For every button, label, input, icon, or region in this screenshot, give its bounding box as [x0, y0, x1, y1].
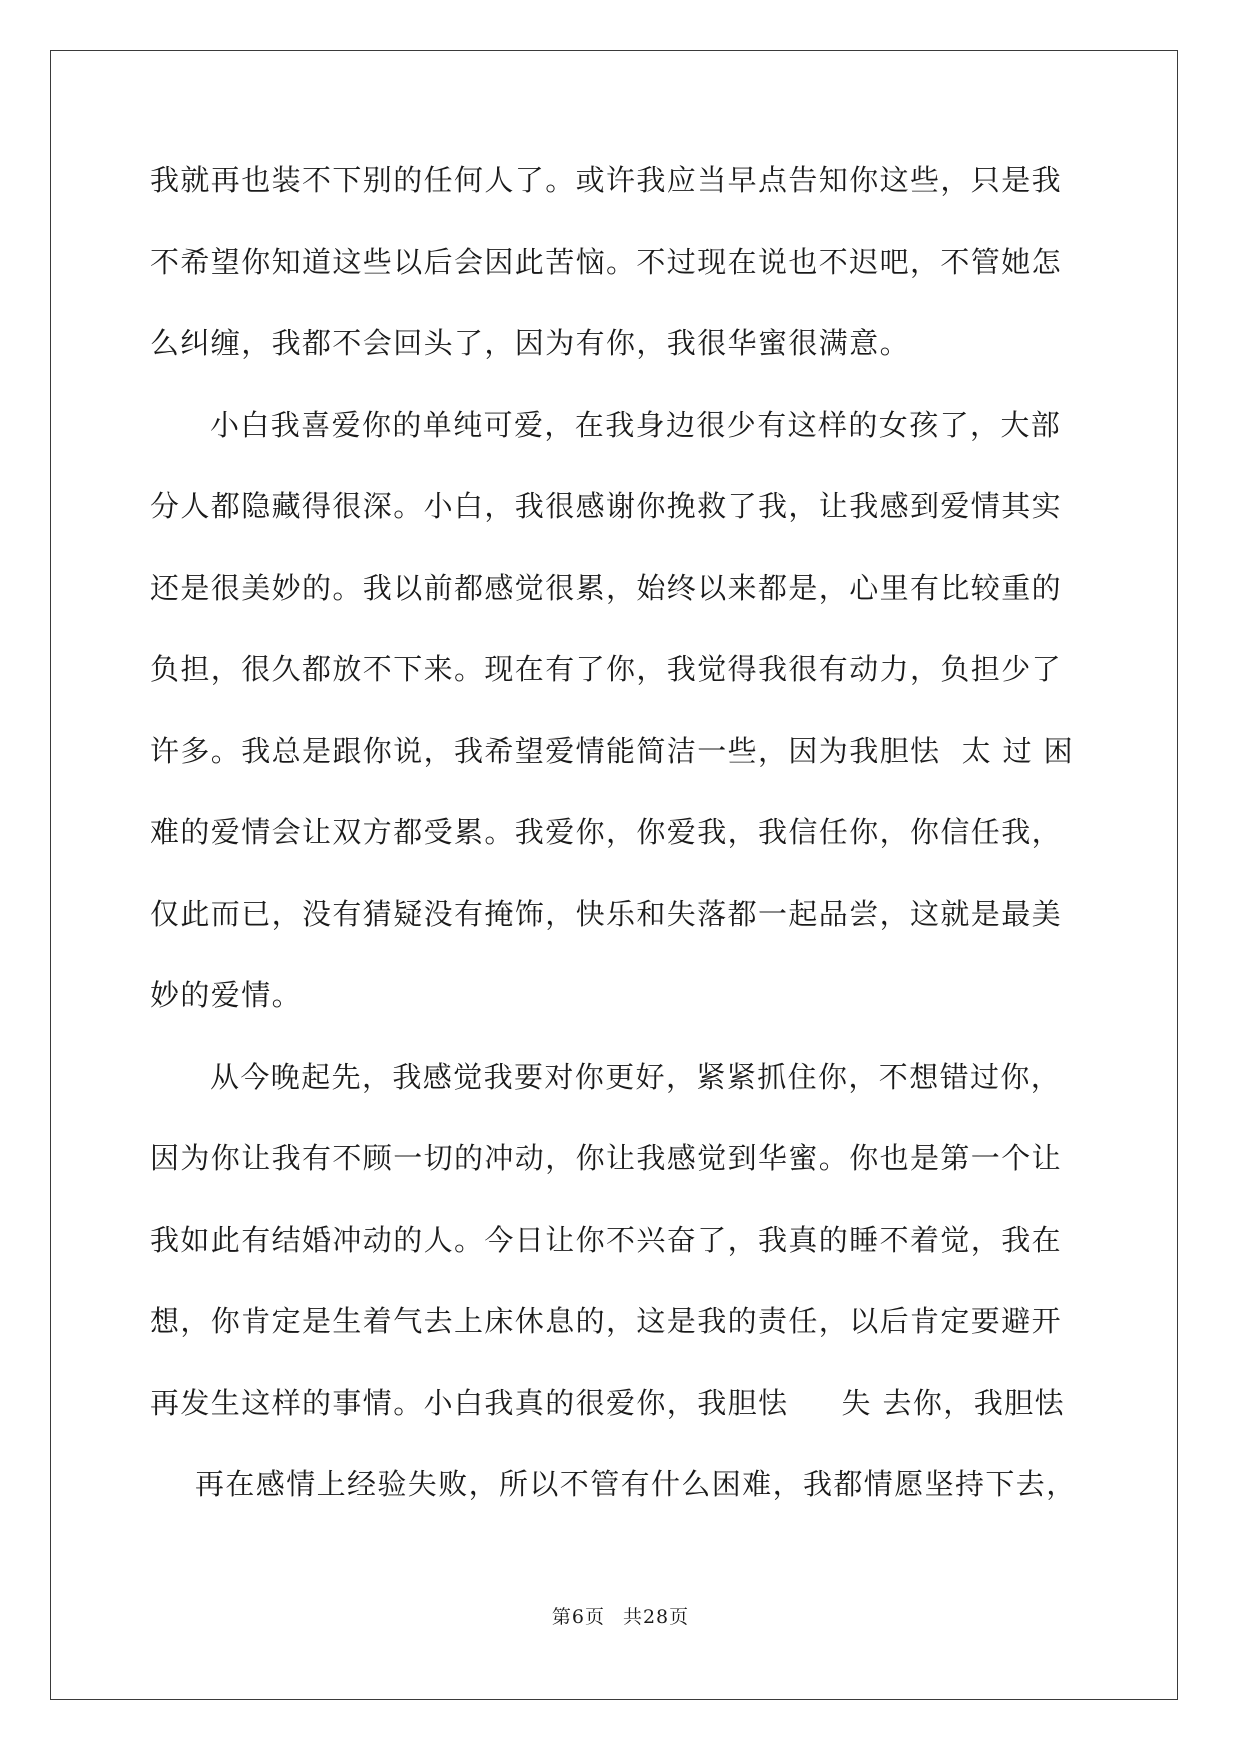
text-line: 再在感情上经验失败，所以不管有什么困难，我都情愿坚持下去， — [195, 1467, 1077, 1501]
document-body — [150, 155, 1090, 1541]
text-line: 分人都隐藏得很深。小白，我很感谢你挽救了我，让我感到爱情其实 — [150, 489, 1063, 523]
page-total: 共28页 — [622, 1606, 690, 1628]
text-line: 仅此而已，没有猜疑没有掩饰，快乐和失落都一起品尝，这就是最美 — [150, 896, 1063, 931]
text-line: 不希望你知道这些以后会因此苦恼。不过现在说也不迟吧，不管她怎 — [150, 244, 1063, 279]
text-line: 还是很美妙的。我以前都感觉很累，始终以来都是，心里有比较重的 — [150, 570, 1063, 605]
text-line: 从今晚起先，我感觉我要对你更好，紧紧抓住你，不想错过你， — [210, 1059, 1062, 1094]
text-line: 再发生这样的事情。小白我真的很爱你，我胆怯 失 去你，我胆怯 — [150, 1385, 1065, 1420]
text-line: 么纠缠，我都不会回头了，因为有你，我很华蜜很满意。 — [150, 326, 911, 360]
page-footer — [0, 1602, 1241, 1629]
text-line: 我如此有结婚冲动的人。今日让你不兴奋了，我真的睡不着觉，我在 — [150, 1222, 1063, 1257]
text-line: 难的爱情会让双方都受累。我爱你，你爱我，我信任你，你信任我， — [150, 815, 1063, 849]
text-line: 想，你肯定是生着气去上床休息的，这是我的责任，以后肯定要避开 — [150, 1304, 1063, 1338]
text-line: 妙的爱情。 — [150, 978, 303, 1012]
page-number: 第6页 — [551, 1606, 605, 1628]
text-line: 我就再也装不下别的任何人了。或许我应当早点告知你这些，只是我 — [150, 163, 1063, 197]
text-line: 因为你让我有不顾一切的冲动，你让我感觉到华蜜。你也是第一个让 — [150, 1141, 1063, 1175]
text-line: 小白我喜爱你的单纯可爱，在我身边很少有这样的女孩了，大部 — [210, 407, 1062, 442]
text-line: 负担，很久都放不下来。现在有了你，我觉得我很有动力，负担少了 — [150, 652, 1063, 686]
text-line: 许多。我总是跟你说，我希望爱情能简洁一些，因为我胆怯 太 过 困 — [150, 733, 1075, 768]
